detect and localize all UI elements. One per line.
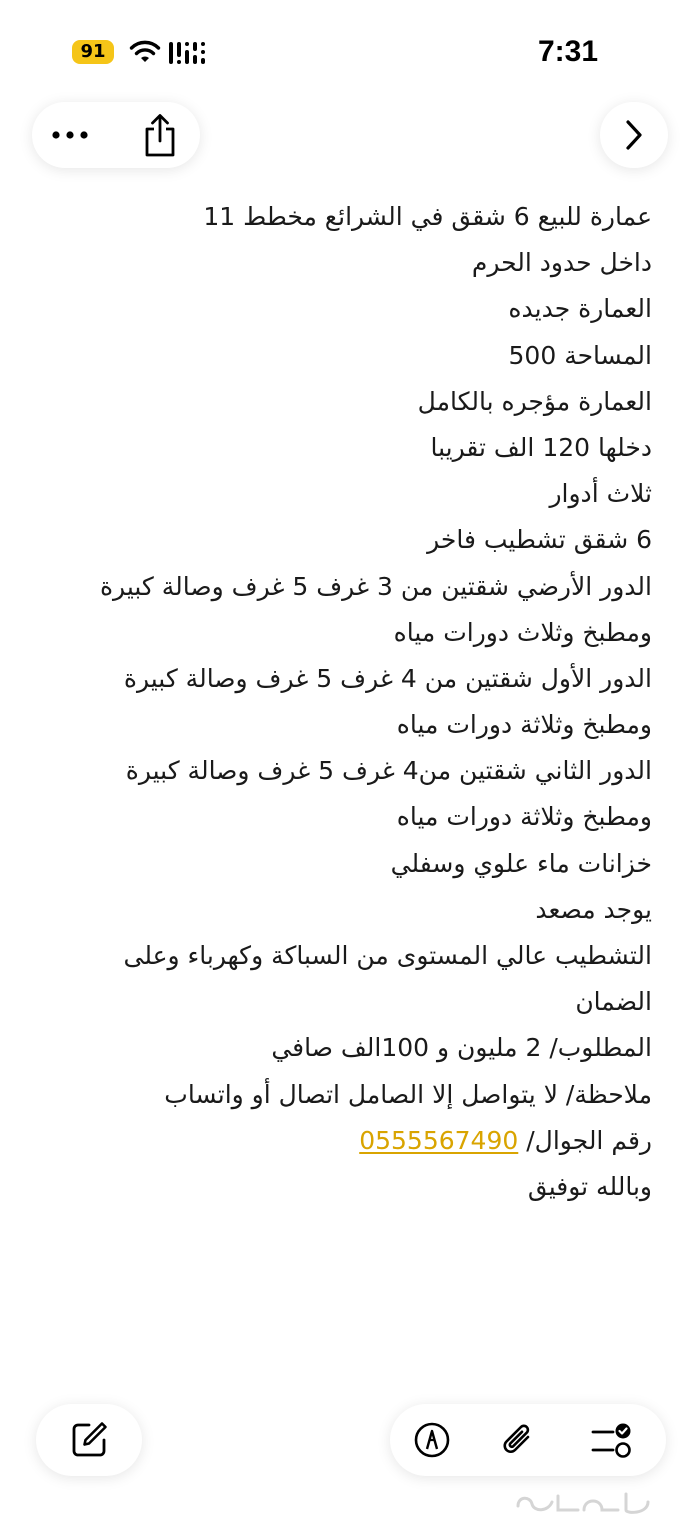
note-line: ومطبخ وثلاث دورات مياه [393, 617, 652, 647]
compose-button[interactable] [36, 1404, 142, 1476]
markup-button[interactable] [404, 1412, 460, 1468]
note-line: الدور الثاني شقتين من4 غرف 5 غرف وصالة كبيرة [125, 756, 652, 786]
attach-button[interactable] [490, 1412, 546, 1468]
share-icon [143, 113, 177, 157]
signal-icon [168, 40, 208, 66]
ellipsis-icon [50, 130, 90, 140]
note-line: الضمان [575, 987, 652, 1017]
note-line: ثلاث أدوار [549, 479, 652, 509]
note-line: ملاحظة/ لا يتواصل إلا الصامل اتصال أو واتساب [164, 1079, 652, 1109]
more-button[interactable] [40, 110, 100, 160]
note-line: يوجد مصعد [535, 894, 652, 924]
haraj-logo-watermark [508, 1488, 658, 1518]
wifi-icon [128, 38, 162, 66]
bottom-left-toolbar [36, 1404, 142, 1476]
compose-icon [69, 1420, 109, 1460]
note-line: العمارة جديده [508, 294, 652, 324]
note-line: الدور الأرضي شقتين من 3 غرف 5 غرف وصالة كبيرة [99, 571, 652, 601]
status-bar [0, 0, 700, 100]
battery-indicator: 91 [72, 40, 114, 64]
top-right-toolbar [600, 102, 668, 168]
checklist-button[interactable] [578, 1412, 644, 1468]
bottom-right-toolbar [390, 1404, 666, 1476]
note-line: العمارة مؤجره بالكامل [417, 386, 652, 416]
chevron-right-icon [624, 119, 644, 151]
note-line: 6 شقق تشطيب فاخر [427, 525, 652, 555]
note-line: ومطبخ وثلاثة دورات مياه [396, 802, 652, 832]
note-line: التشطيب عالي المستوى من السباكة وكهرباء وعلى [123, 941, 652, 970]
note-line: دخلها 120 الف تقريبا [430, 432, 652, 462]
phone-number-link[interactable]: 0555567490 [359, 1125, 519, 1155]
phone-line [42, 1118, 652, 1164]
top-left-toolbar [32, 102, 200, 168]
markup-pen-icon [413, 1421, 451, 1459]
status-time: 7:31 [537, 35, 599, 68]
note-line: المساحة 500 [508, 340, 652, 370]
paperclip-icon [500, 1420, 536, 1460]
note-line: المطلوب/ 2 مليون و 100الف صافي [271, 1033, 652, 1063]
forward-button[interactable] [600, 102, 668, 168]
note-body[interactable] [42, 194, 652, 1210]
checklist-icon [589, 1420, 633, 1460]
share-button[interactable] [132, 108, 188, 162]
note-line: الدور الأول شقتين من 4 غرف 5 غرف وصالة كبيرة [123, 663, 652, 693]
phone-label: رقم الجوال/ [518, 1125, 652, 1155]
note-line: داخل حدود الحرم [471, 248, 652, 278]
note-line: عمارة للبيع 6 شقق في الشرائع مخطط 11 [203, 202, 652, 231]
closing-line: وبالله توفيق [527, 1171, 652, 1201]
note-line: ومطبخ وثلاثة دورات مياه [396, 710, 652, 740]
note-line: خزانات ماء علوي وسفلي [390, 848, 652, 878]
